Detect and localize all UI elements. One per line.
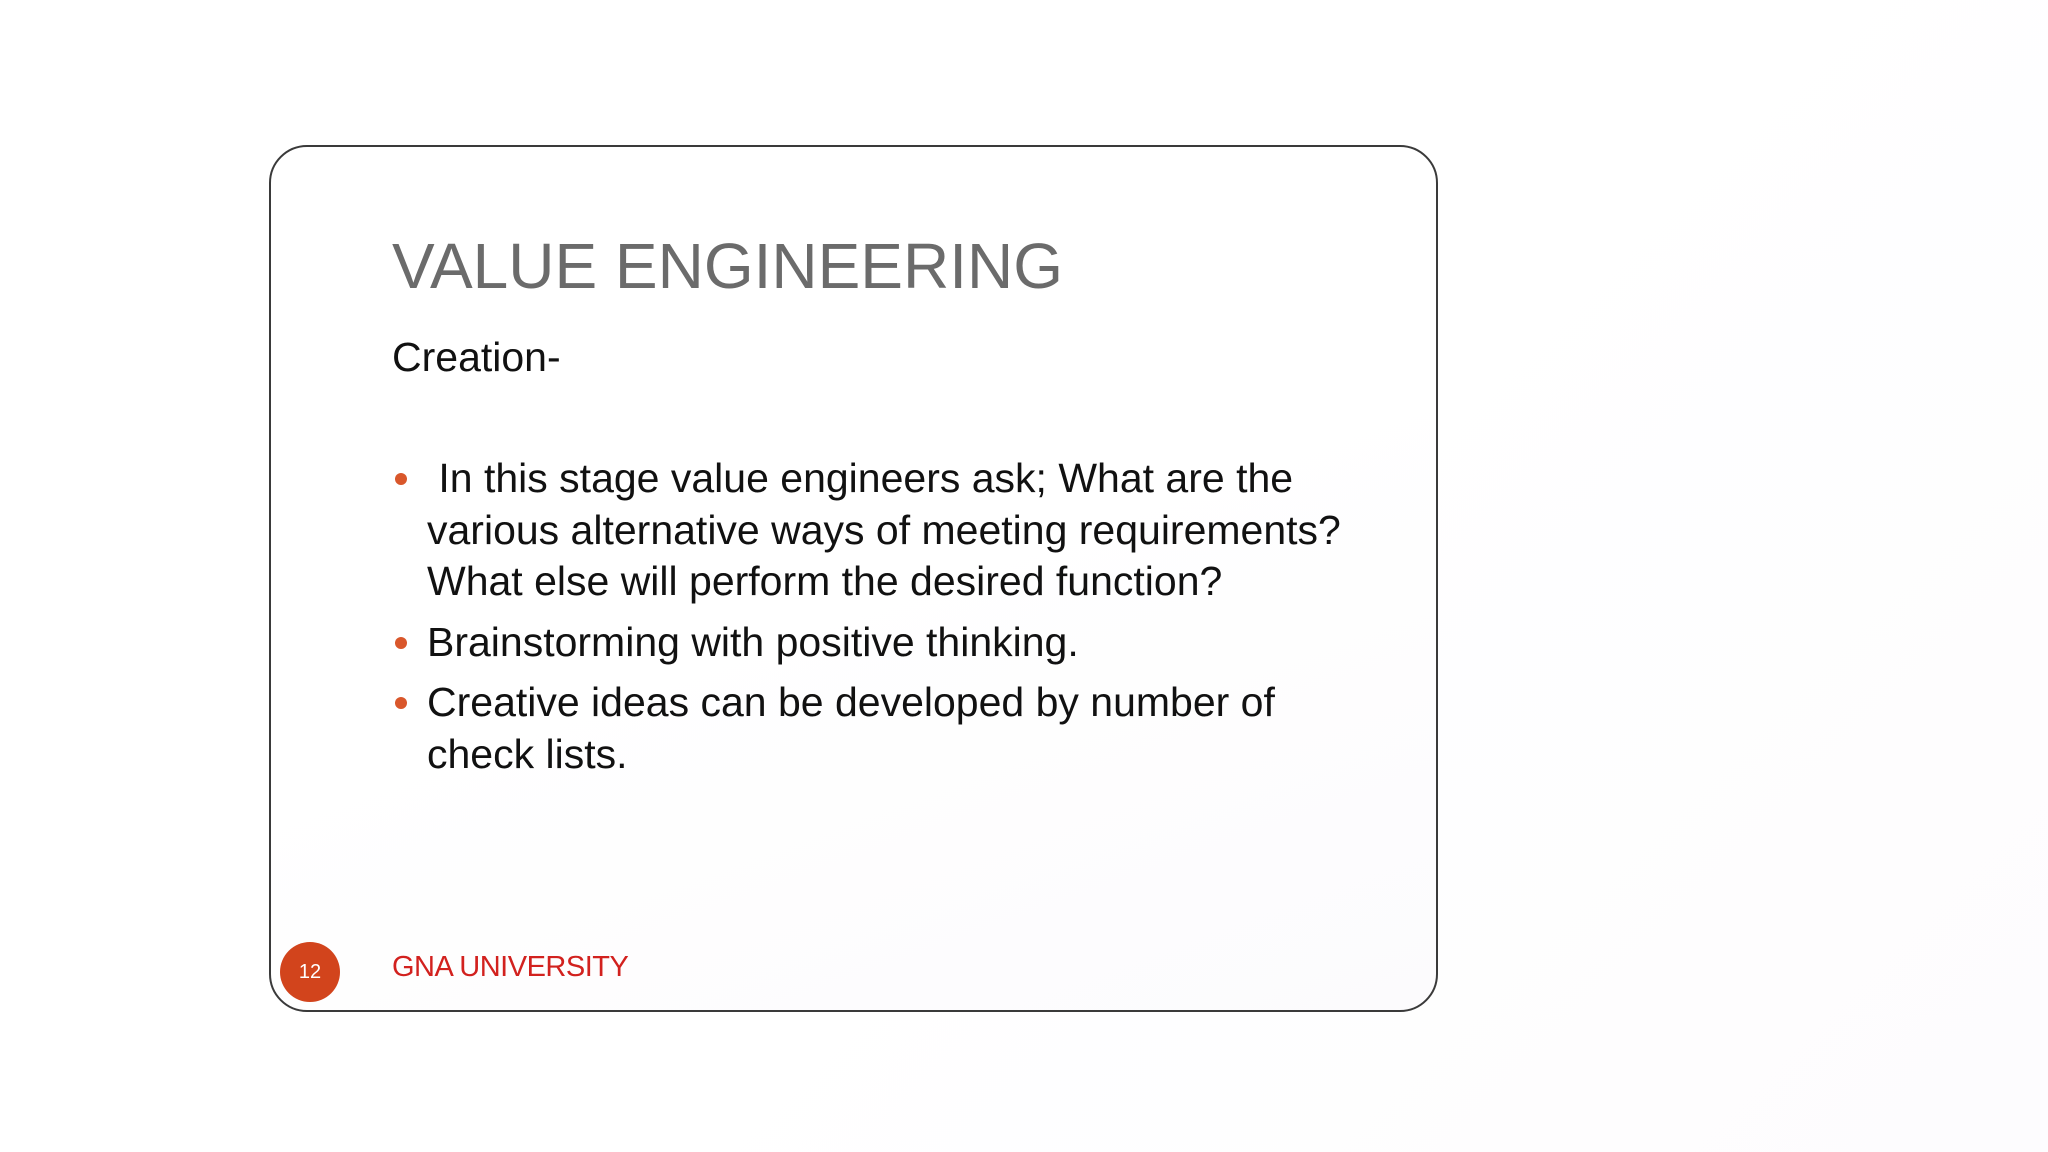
bullet-list <box>392 453 1382 789</box>
list-item <box>392 677 1382 780</box>
bullet-text: Creative ideas can be developed by number of check lists. <box>427 679 1275 777</box>
page-number-badge <box>280 942 340 1002</box>
bullet-text: Brainstorming with positive thinking. <box>427 618 1079 665</box>
footer-university-name: GNA UNIVERSITY <box>392 951 629 983</box>
list-item <box>392 453 1382 608</box>
bullet-icon <box>395 637 407 649</box>
bullet-icon <box>395 697 407 709</box>
bullet-text: In this stage value engineers ask; What are the various alternative ways of meeting requirements? What else will perform the desired function? <box>427 455 1353 604</box>
page-number: 12 <box>298 960 322 983</box>
slide-title: VALUE ENGINEERING <box>392 230 1063 302</box>
bullet-icon <box>395 473 407 485</box>
list-item <box>392 617 1382 669</box>
slide-subtitle: Creation- <box>392 334 561 380</box>
